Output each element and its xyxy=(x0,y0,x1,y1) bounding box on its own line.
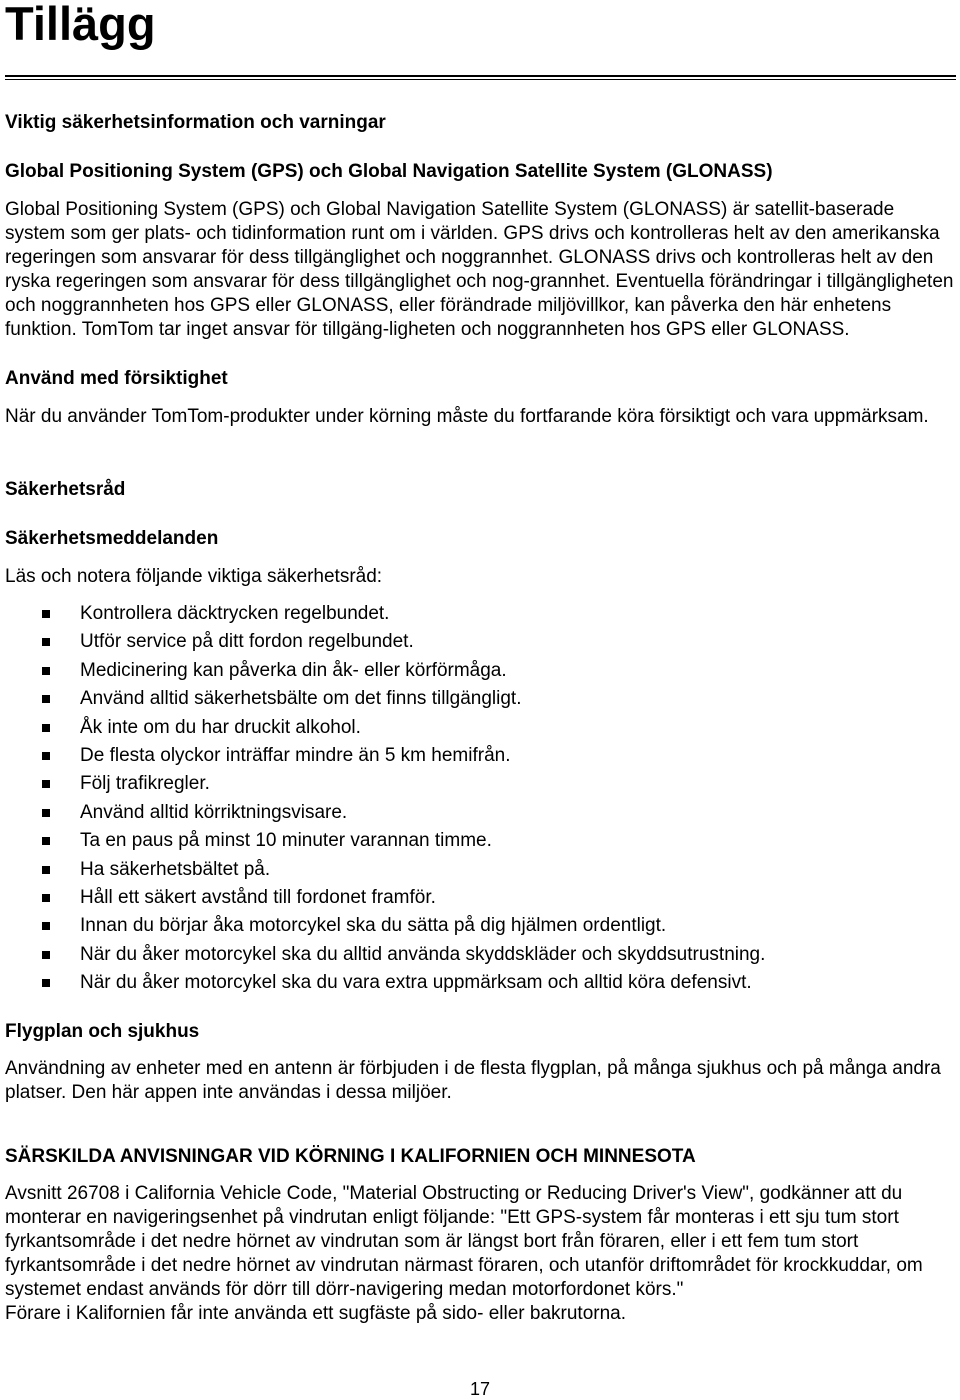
square-bullet-icon xyxy=(42,922,50,930)
spacer xyxy=(5,999,956,1020)
square-bullet-icon xyxy=(42,979,50,987)
document-body xyxy=(5,111,956,1326)
square-bullet-icon xyxy=(42,809,50,817)
page-number: 17 xyxy=(469,1379,491,1399)
page-title: Tillägg xyxy=(5,0,156,50)
list-item: Innan du börjar åka motorcykel ska du sätta på dig hjälmen ordentligt. xyxy=(5,914,956,942)
list-item: Utför service på ditt fordon regelbundet. xyxy=(5,630,956,658)
list-item: När du åker motorcykel ska du alltid använda skyddskläder och skyddsutrustning. xyxy=(5,943,956,971)
paragraph-gps-glonass: Global Positioning System (GPS) och Global Navigation Satellite System (GLONASS) är satellit-baserade system som ger plats- och tidinformation runt om i världen. GPS drivs och kontrolleras helt av den amerikanska regeringen som ansvarar för dess tillgänglighet och noggrannhet. GLONASS drivs och kontrolleras helt av den ryska regeringen som ansvarar för dess tillgänglighet och nog-grannhet. Eventuella förändringar i tillgängligheten och noggrannheten hos GPS eller GLONASS, eller förändrade miljövillkor, kan påverka den här enhetens funktion. TomTom tar inget ansvar för tillgäng-ligheten och noggrannheten hos GPS eller GLONASS. xyxy=(5,199,954,340)
square-bullet-icon xyxy=(42,610,50,618)
list-item: Åk inte om du har druckit alkohol. xyxy=(5,716,956,744)
square-bullet-icon xyxy=(42,638,50,646)
paragraph-california-vehicle-code: Avsnitt 26708 i California Vehicle Code, "Material Obstructing or Reducing Driver's View", godkänner att du monterar en navigeringsenhet på vindrutan enligt följande: "Ett GPS-system får monteras i ett sju tum stort fyrkantsområde i det nedre hörnet av vindrutan som är längst bort från föraren, eller i ett fem tum stort fyrkantsområde i det nedre hörnet av vindrutan närmast föraren, och utanför driftområdet för krockkuddar, om systemet endast används för dörr till dörr-navigering medan motorfordonet körs." xyxy=(5,1183,923,1301)
list-item: Kontrollera däcktrycken regelbundet. xyxy=(5,602,956,630)
section-subheading-gps-glonass: Global Positioning System (GPS) och Global Navigation Satellite System (GLONASS) xyxy=(5,161,773,182)
list-item: När du åker motorcykel ska du vara extra uppmärksam och alltid köra defensivt. xyxy=(5,971,956,999)
section-heading-california-minnesota: SÄRSKILDA ANVISNINGAR VID KÖRNING I KALIFORNIEN OCH MINNESOTA xyxy=(5,1146,696,1168)
list-item: Ta en paus på minst 10 minuter varannan timme. xyxy=(5,829,956,857)
section-heading-safety-info: Viktig säkerhetsinformation och varningar xyxy=(5,112,386,133)
square-bullet-icon xyxy=(42,695,50,703)
safety-advice-list xyxy=(5,602,956,999)
section-heading-aircraft-hospitals: Flygplan och sjukhus xyxy=(5,1021,200,1043)
list-item: Medicinering kan påverka din åk- eller körförmåga. xyxy=(5,659,956,687)
square-bullet-icon xyxy=(42,724,50,732)
paragraph-aircraft-hospitals: Användning av enheter med en antenn är förbjuden i de flesta flygplan, på många sjukhus och på många andra platser. Den här appen inte användas i dessa miljöer. xyxy=(5,1058,941,1104)
square-bullet-icon xyxy=(42,837,50,845)
safety-list-intro: Läs och notera följande viktiga säkerhetsråd: xyxy=(5,566,383,587)
list-item: Följ trafikregler. xyxy=(5,772,956,800)
list-item: Håll ett säkert avstånd till fordonet framför. xyxy=(5,886,956,914)
header-rule-thick xyxy=(5,75,956,77)
section-heading-safety-advice: Säkerhetsråd xyxy=(5,479,126,500)
section-heading-use-with-care: Använd med försiktighet xyxy=(5,368,228,389)
square-bullet-icon xyxy=(42,866,50,874)
paragraph-use-with-care: När du använder TomTom-produkter under körning måste du fortfarande köra försiktigt och vara uppmärksam. xyxy=(5,406,929,427)
square-bullet-icon xyxy=(42,780,50,788)
square-bullet-icon xyxy=(42,894,50,902)
header-rule-thin xyxy=(5,79,956,80)
list-item: Använd alltid säkerhetsbälte om det finns tillgängligt. xyxy=(5,687,956,715)
square-bullet-icon xyxy=(42,951,50,959)
list-item: Ha säkerhetsbältet på. xyxy=(5,858,956,886)
section-subheading-safety-notices: Säkerhetsmeddelanden xyxy=(5,528,219,549)
paragraph-california-suction-mount: Förare i Kalifornien får inte använda ett sugfäste på sido- eller bakrutorna. xyxy=(5,1303,627,1325)
list-item: Använd alltid körriktningsvisare. xyxy=(5,801,956,829)
square-bullet-icon xyxy=(42,752,50,760)
square-bullet-icon xyxy=(42,667,50,675)
list-item: De flesta olyckor inträffar mindre än 5 km hemifrån. xyxy=(5,744,956,772)
